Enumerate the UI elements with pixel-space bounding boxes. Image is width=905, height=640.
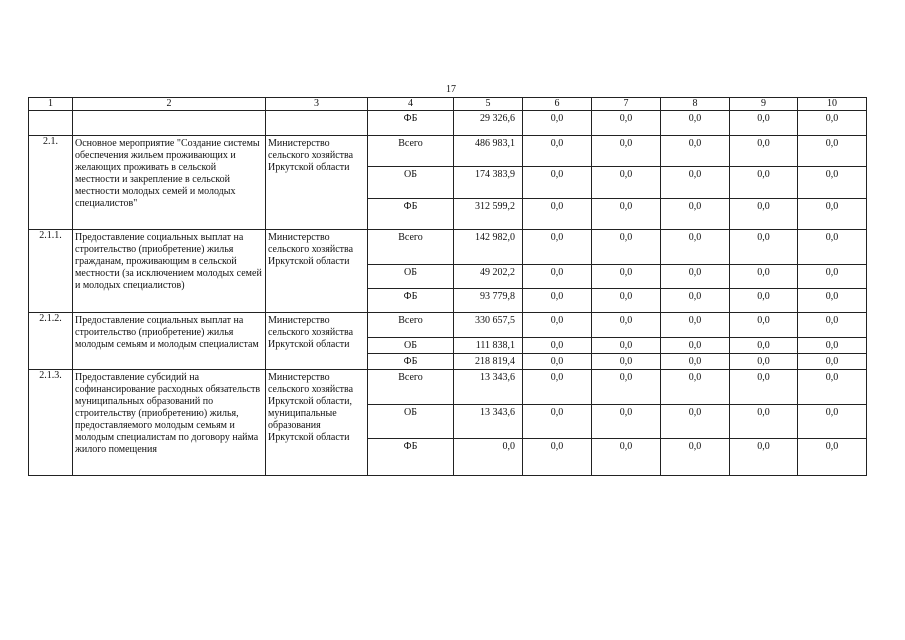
amount-cell: 0,0 [661, 136, 730, 167]
funding-source: ФБ [368, 111, 454, 136]
funding-source: ОБ [368, 338, 454, 354]
table-row [29, 136, 867, 167]
amount-cell: 0,0 [798, 111, 867, 136]
measure-code: 2.1.3. [29, 370, 73, 476]
funding-source: ОБ [368, 405, 454, 439]
funding-source: ФБ [368, 439, 454, 476]
amount-total: 330 657,5 [454, 313, 523, 338]
amount-cell: 0,0 [730, 338, 798, 354]
measure-name: Предоставление социальных выплат на строительство (приобретение) жилья молодым семьям и молодым специалистам [73, 313, 266, 370]
funding-source: ФБ [368, 289, 454, 313]
amount-cell: 0,0 [592, 354, 661, 370]
amount-total: 29 326,6 [454, 111, 523, 136]
table-row [29, 313, 867, 338]
amount-cell: 0,0 [661, 338, 730, 354]
amount-cell: 0,0 [798, 230, 867, 265]
amount-cell: 0,0 [661, 405, 730, 439]
amount-cell: 0,0 [592, 370, 661, 405]
amount-cell: 0,0 [730, 439, 798, 476]
page-number: 17 [446, 84, 456, 95]
amount-cell: 0,0 [661, 370, 730, 405]
column-header: 1 [29, 98, 73, 111]
amount-total: 49 202,2 [454, 265, 523, 289]
column-header: 5 [454, 98, 523, 111]
funding-source: Всего [368, 136, 454, 167]
amount-cell: 0,0 [523, 111, 592, 136]
amount-cell: 0,0 [661, 111, 730, 136]
amount-cell: 0,0 [592, 199, 661, 230]
table-row [29, 230, 867, 265]
column-header: 7 [592, 98, 661, 111]
amount-total: 218 819,4 [454, 354, 523, 370]
funding-source: Всего [368, 313, 454, 338]
measure-code: 2.1.1. [29, 230, 73, 313]
empty-cell [29, 111, 73, 136]
amount-cell: 0,0 [523, 230, 592, 265]
amount-cell: 0,0 [592, 230, 661, 265]
amount-cell: 0,0 [730, 354, 798, 370]
column-header: 2 [73, 98, 266, 111]
amount-cell: 0,0 [523, 136, 592, 167]
amount-cell: 0,0 [730, 136, 798, 167]
amount-cell: 0,0 [661, 313, 730, 338]
amount-cell: 0,0 [592, 338, 661, 354]
amount-cell: 0,0 [730, 289, 798, 313]
amount-cell: 0,0 [798, 405, 867, 439]
funding-source: ФБ [368, 199, 454, 230]
amount-cell: 0,0 [730, 111, 798, 136]
funding-source: ФБ [368, 354, 454, 370]
measure-name: Предоставление социальных выплат на строительство (приобретение) жилья гражданам, проживающим в сельской местности (за исключением молодых семей и молодых специалистов) [73, 230, 266, 313]
amount-cell: 0,0 [798, 354, 867, 370]
measure-name: Основное мероприятие "Создание системы обеспечения жильем проживающих и желающих проживать в сельской местности и закрепление в сельской местности молодых семей и молодых специалистов" [73, 136, 266, 230]
budget-table [28, 97, 867, 476]
table-row [29, 370, 867, 405]
amount-cell: 0,0 [798, 370, 867, 405]
column-header: 9 [730, 98, 798, 111]
amount-cell: 0,0 [523, 354, 592, 370]
column-header: 4 [368, 98, 454, 111]
amount-cell: 0,0 [730, 265, 798, 289]
amount-cell: 0,0 [592, 111, 661, 136]
amount-cell: 0,0 [523, 439, 592, 476]
measure-code: 2.1.2. [29, 313, 73, 370]
amount-cell: 0,0 [661, 199, 730, 230]
amount-cell: 0,0 [592, 439, 661, 476]
amount-total: 13 343,6 [454, 405, 523, 439]
amount-cell: 0,0 [730, 199, 798, 230]
column-header-row [29, 98, 867, 111]
amount-cell: 0,0 [798, 313, 867, 338]
amount-total: 111 838,1 [454, 338, 523, 354]
amount-cell: 0,0 [523, 313, 592, 338]
amount-cell: 0,0 [592, 265, 661, 289]
amount-cell: 0,0 [661, 167, 730, 199]
empty-cell [266, 111, 368, 136]
amount-cell: 0,0 [661, 230, 730, 265]
amount-cell: 0,0 [661, 289, 730, 313]
amount-cell: 0,0 [592, 405, 661, 439]
amount-total: 93 779,8 [454, 289, 523, 313]
measure-name: Предоставление субсидий на софинансирование расходных обязательств муниципальных образований по строительству (приобретению) жилья, предоставляемого молодым семьям и молодым специалистам по договору найма жилого помещения [73, 370, 266, 476]
amount-cell: 0,0 [730, 405, 798, 439]
amount-cell: 0,0 [592, 313, 661, 338]
amount-cell: 0,0 [523, 338, 592, 354]
amount-total: 142 982,0 [454, 230, 523, 265]
executor: Министерство сельского хозяйства Иркутской области, муниципальные образования Иркутской области [266, 370, 368, 476]
amount-cell: 0,0 [798, 199, 867, 230]
amount-cell: 0,0 [661, 265, 730, 289]
amount-cell: 0,0 [592, 289, 661, 313]
amount-cell: 0,0 [592, 167, 661, 199]
amount-cell: 0,0 [798, 136, 867, 167]
amount-cell: 0,0 [523, 265, 592, 289]
column-header: 10 [798, 98, 867, 111]
amount-total: 312 599,2 [454, 199, 523, 230]
amount-cell: 0,0 [523, 370, 592, 405]
funding-source: Всего [368, 370, 454, 405]
amount-total: 0,0 [454, 439, 523, 476]
executor: Министерство сельского хозяйства Иркутской области [266, 136, 368, 230]
amount-cell: 0,0 [523, 289, 592, 313]
funding-source: ОБ [368, 265, 454, 289]
amount-total: 174 383,9 [454, 167, 523, 199]
amount-cell: 0,0 [661, 354, 730, 370]
amount-cell: 0,0 [730, 370, 798, 405]
amount-cell: 0,0 [730, 313, 798, 338]
column-header: 8 [661, 98, 730, 111]
funding-source: Всего [368, 230, 454, 265]
empty-cell [73, 111, 266, 136]
amount-cell: 0,0 [798, 338, 867, 354]
measure-code: 2.1. [29, 136, 73, 230]
amount-cell: 0,0 [798, 289, 867, 313]
amount-cell: 0,0 [730, 167, 798, 199]
amount-cell: 0,0 [730, 230, 798, 265]
amount-cell: 0,0 [798, 265, 867, 289]
column-header: 6 [523, 98, 592, 111]
amount-cell: 0,0 [523, 199, 592, 230]
funding-source: ОБ [368, 167, 454, 199]
executor: Министерство сельского хозяйства Иркутской области [266, 313, 368, 370]
amount-cell: 0,0 [798, 167, 867, 199]
amount-total: 13 343,6 [454, 370, 523, 405]
table-row [29, 111, 867, 136]
amount-cell: 0,0 [798, 439, 867, 476]
amount-cell: 0,0 [661, 439, 730, 476]
column-header: 3 [266, 98, 368, 111]
amount-cell: 0,0 [592, 136, 661, 167]
amount-cell: 0,0 [523, 167, 592, 199]
amount-total: 486 983,1 [454, 136, 523, 167]
amount-cell: 0,0 [523, 405, 592, 439]
executor: Министерство сельского хозяйства Иркутской области [266, 230, 368, 313]
